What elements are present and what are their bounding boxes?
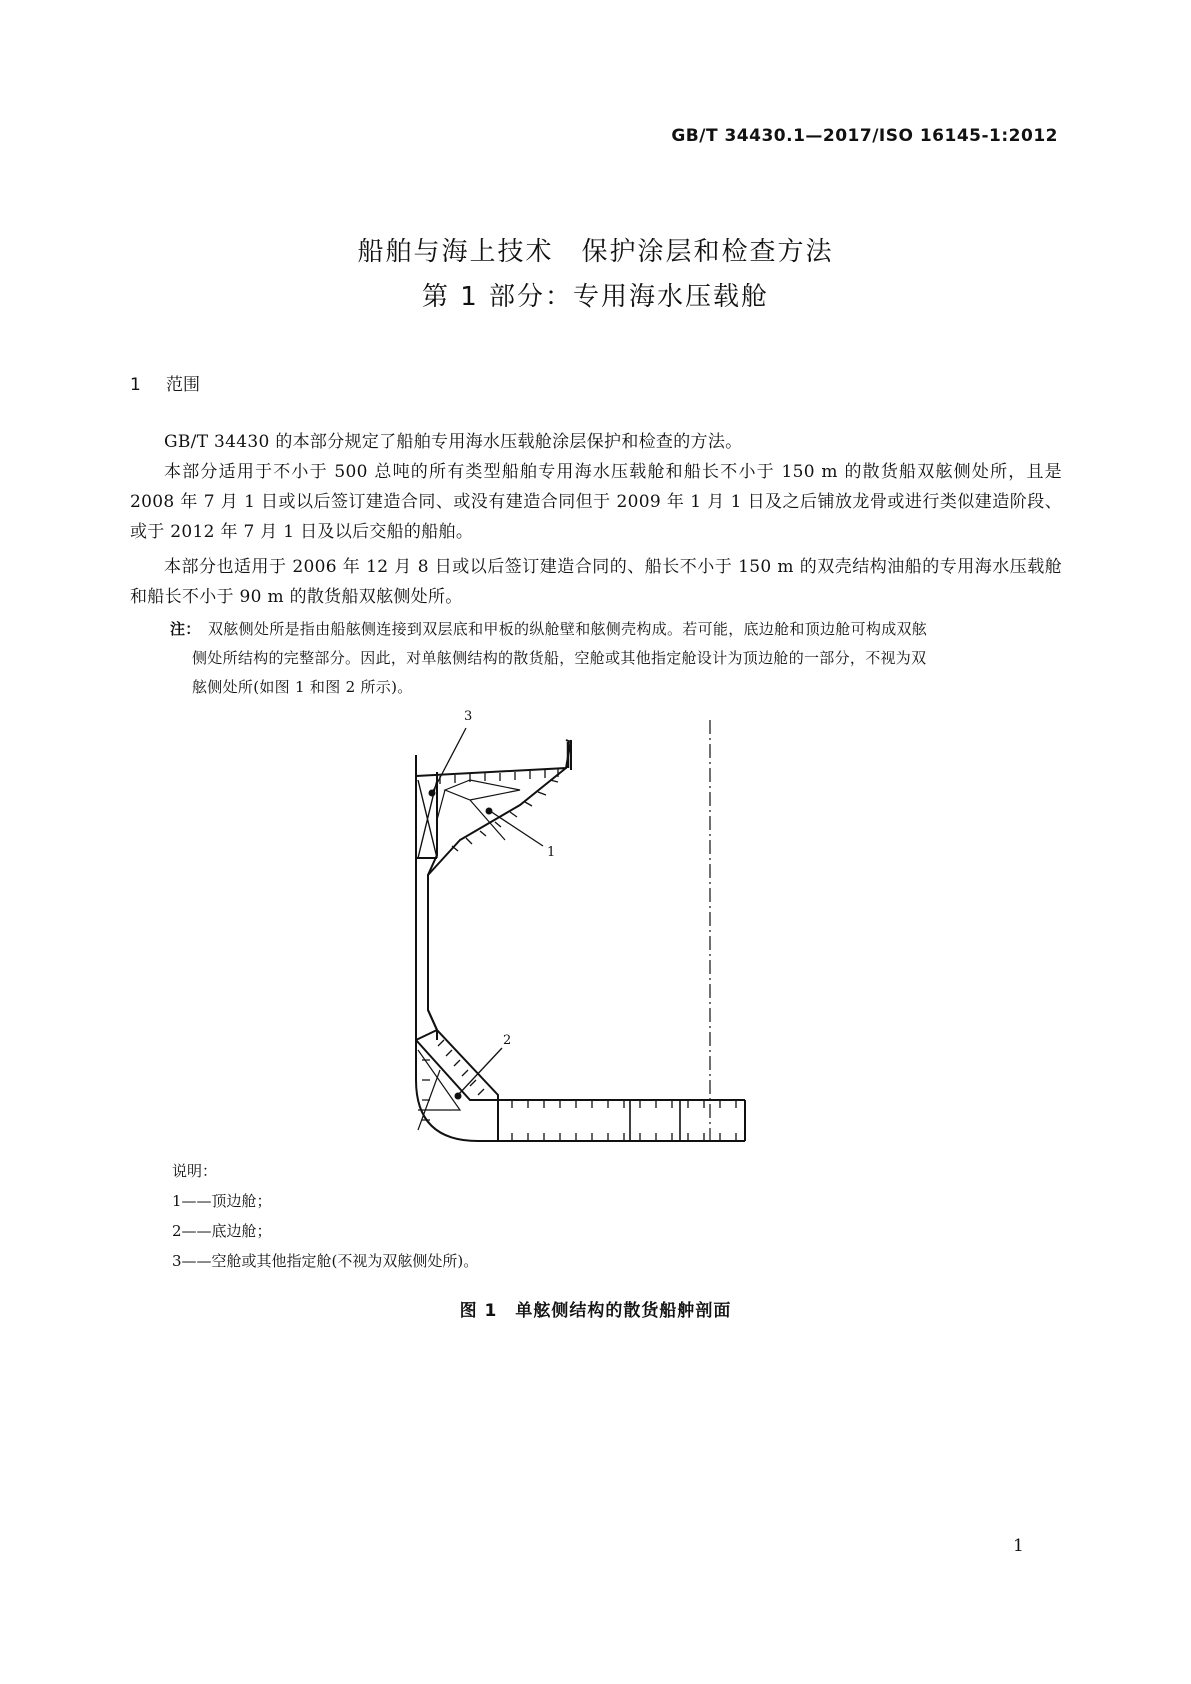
callout-label-2: 2	[503, 1033, 512, 1048]
paragraph-2: 本部分适用于不小于 500 总吨的所有类型船舶专用海水压载舱和船长不小于 150 m 的散货船双舷侧处所，且是 2008 年 7 月 1 日或以后签订建造合同、或没有建造合同但于 2009 年 1 月 1 日及之后铺放龙骨或进行类似建造阶段、或于 2012 年 7 月 1 日及以后交船的船舶。	[130, 462, 1062, 542]
paragraph-3: 本部分也适用于 2006 年 12 月 8 日或以后签订建造合同的、船长不小于 150 m 的双壳结构油船的专用海水压载舱和船长不小于 90 m 的散货船双舷侧处所。	[130, 557, 1062, 607]
section-number: 1	[130, 375, 141, 395]
double-bottom-stiffeners	[512, 1100, 736, 1141]
callout-leader-2	[458, 1048, 502, 1095]
outer-shell-line	[416, 755, 745, 1141]
paragraph-1: GB/T 34430 的本部分规定了船舶专用海水压载舱涂层保护和检查的方法。	[164, 432, 743, 452]
callout-label-3: 3	[464, 709, 473, 724]
note-block	[172, 615, 1062, 702]
section-title: 范围	[166, 375, 200, 395]
standard-code: GB/T 34430.1—2017/ISO 16145-1:2012	[671, 126, 1058, 146]
callout-labels	[464, 709, 555, 1048]
callout-dot-3	[430, 791, 435, 796]
figure-caption: 图 1 单舷侧结构的散货船舯剖面	[459, 1301, 732, 1321]
topside-stiffeners	[440, 769, 558, 851]
note-line-3: 舷侧处所(如图 1 和图 2 所示)。	[192, 678, 413, 696]
section-heading	[130, 370, 200, 395]
note-line-1: 双舷侧处所是指由船舷侧连接到双层底和甲板的纵舱壁和舷侧壳构成。若可能，底边舱和顶边舱可构成双舷	[208, 620, 928, 638]
note-label: 注：	[170, 620, 201, 638]
legend-item-3: 3——空舱或其他指定舱(不视为双舷侧处所)。	[172, 1252, 479, 1270]
note-line-2: 侧处所结构的完整部分。因此，对单舷侧结构的散货船，空舱或其他指定舱设计为顶边舱的一部分，不视为双	[192, 649, 927, 667]
callout-dot-1	[487, 809, 492, 814]
legend-item-2: 2——底边舱；	[172, 1222, 272, 1240]
legend-title: 说明：	[172, 1162, 218, 1180]
callout-dot-2	[456, 1094, 461, 1099]
callout-label-1: 1	[547, 845, 556, 860]
document-title-line1: 船舶与海上技术 保护涂层和检查方法	[357, 237, 834, 267]
legend-item-1: 1——顶边舱；	[172, 1192, 272, 1210]
inner-bottom-line	[498, 1100, 745, 1141]
hull-cross-section-figure	[400, 700, 760, 1160]
document-title-line2: 第 1 部分：专用海水压载舱	[421, 282, 770, 312]
topside-internals	[437, 780, 520, 840]
page-number: 1	[1013, 1536, 1024, 1556]
